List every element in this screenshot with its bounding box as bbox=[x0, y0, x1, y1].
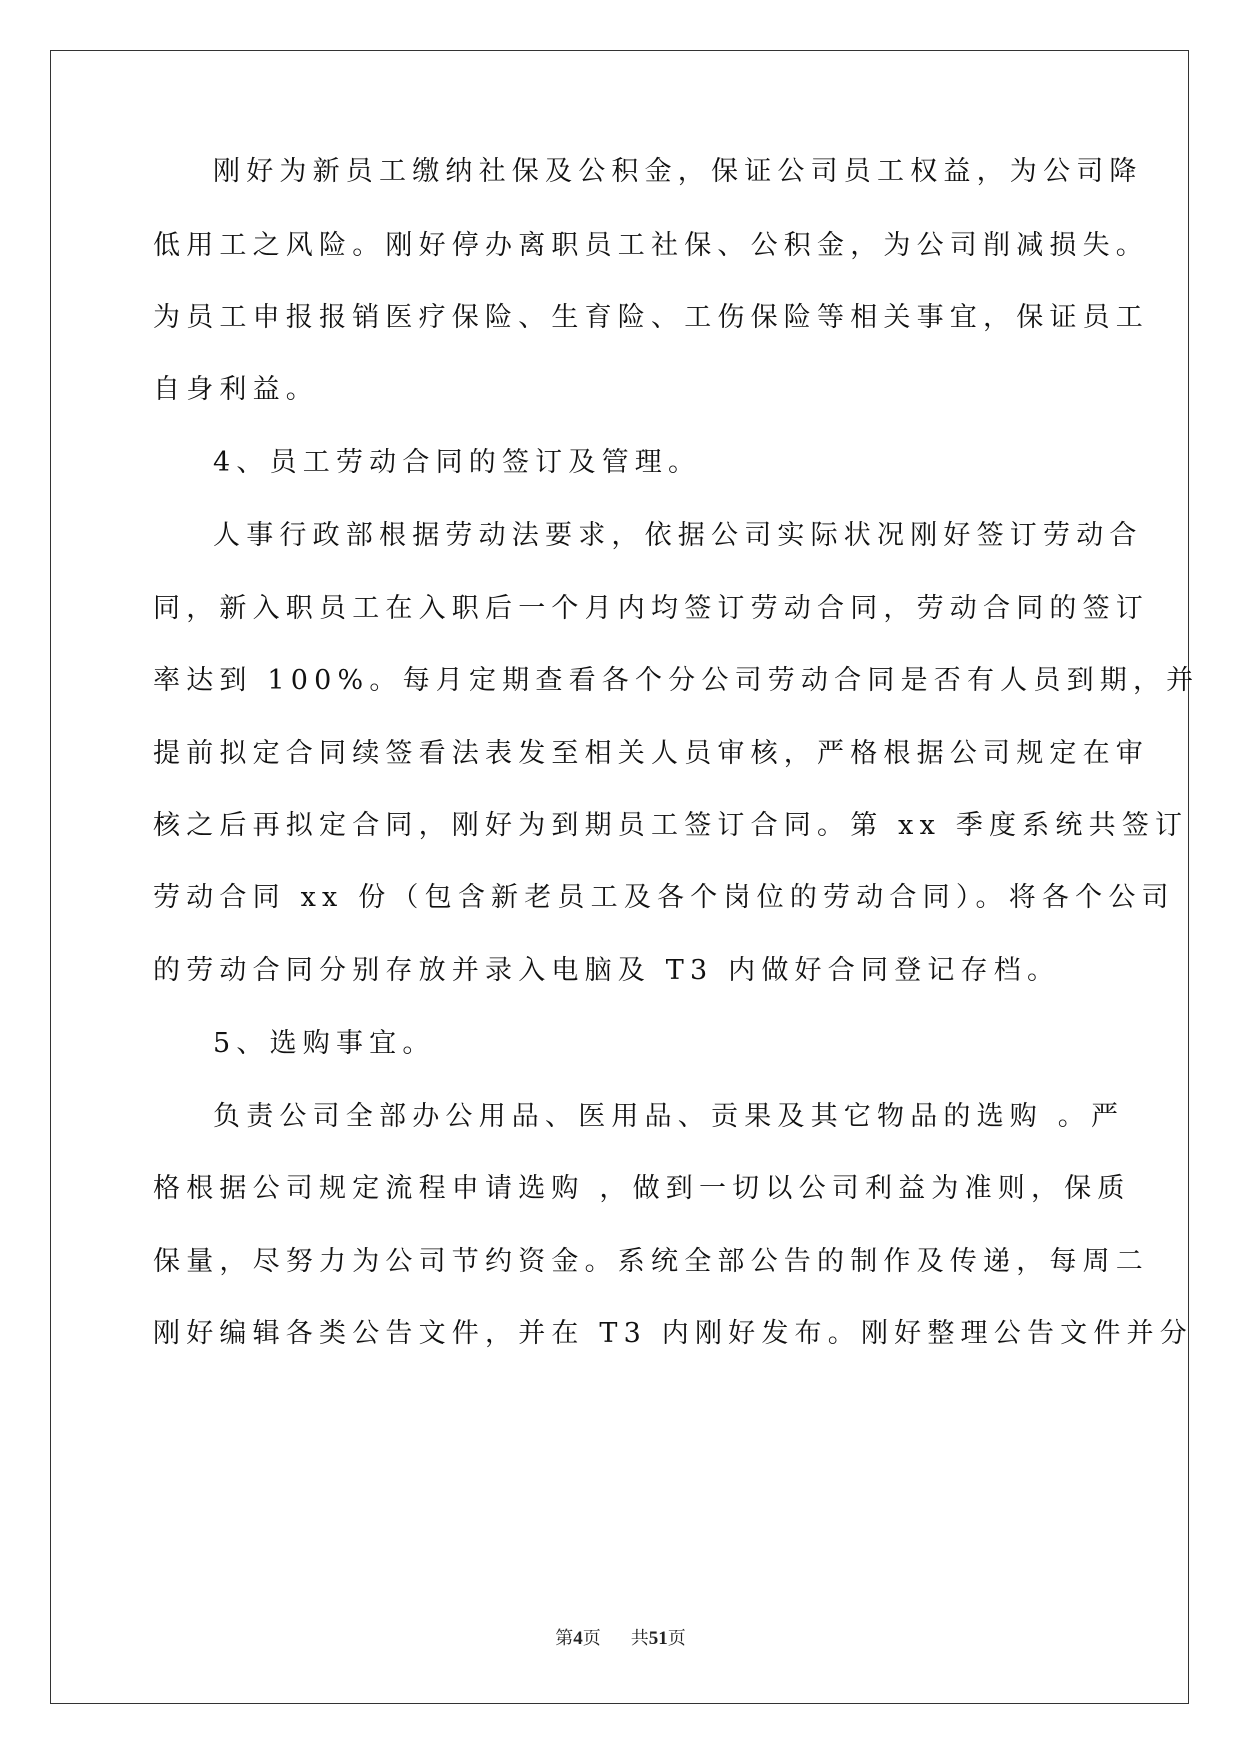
page-footer bbox=[0, 1624, 1241, 1650]
body-line-10: 核之后再拟定合同，刚好为到期员工签订合同。第 xx 季度系统共签订 bbox=[153, 810, 1189, 841]
section-heading-4: 4、员工劳动合同的签订及管理。 bbox=[213, 447, 702, 478]
total-pages: 51 bbox=[648, 1628, 668, 1649]
body-line-8: 率达到 100%。每月定期查看各个分公司劳动合同是否有人员到期，并 bbox=[153, 665, 1200, 696]
body-line-14: 负责公司全部办公用品、医用品、贡果及其它物品的选购 。严 bbox=[213, 1101, 1125, 1132]
body-line-16: 保量，尽努力为公司节约资金。系统全部公告的制作及传递，每周二 bbox=[153, 1246, 1149, 1277]
body-line-4: 自身利益。 bbox=[153, 374, 319, 405]
body-line-9: 提前拟定合同续签看法表发至相关人员审核，严格根据公司规定在审 bbox=[153, 738, 1149, 769]
body-line-7: 同，新入职员工在入职后一个月内均签订劳动合同，劳动合同的签订 bbox=[153, 593, 1149, 624]
page-prefix: 第 bbox=[555, 1628, 574, 1649]
body-line-12: 的劳动合同分别存放并录入电脑及 T3 内做好合同登记存档。 bbox=[153, 955, 1061, 986]
body-line-11: 劳动合同 xx 份（包含新老员工及各个岗位的劳动合同）。将各个公司 bbox=[153, 882, 1175, 913]
body-line-1: 刚好为新员工缴纳社保及公积金，保证公司员工权益，为公司降 bbox=[213, 156, 1143, 187]
page-suffix: 页 bbox=[582, 1628, 601, 1649]
body-line-17: 刚好编辑各类公告文件，并在 T3 内刚好发布。刚好整理公告文件并分 bbox=[153, 1318, 1193, 1349]
total-suffix: 页 bbox=[667, 1628, 686, 1649]
section-heading-5: 5、选购事宜。 bbox=[213, 1028, 436, 1059]
body-line-15: 格根据公司规定流程申请选购 ，做到一切以公司利益为准则，保质 bbox=[153, 1173, 1131, 1204]
page-number: 4 bbox=[573, 1628, 583, 1649]
body-line-3: 为员工申报报销医疗保险、生育险、工伤保险等相关事宜，保证员工 bbox=[153, 302, 1149, 333]
body-line-6: 人事行政部根据劳动法要求，依据公司实际状况刚好签订劳动合 bbox=[213, 520, 1143, 551]
body-line-2: 低用工之风险。刚好停办离职员工社保、公积金，为公司削减损失。 bbox=[153, 230, 1149, 261]
total-prefix: 共 bbox=[630, 1628, 649, 1649]
